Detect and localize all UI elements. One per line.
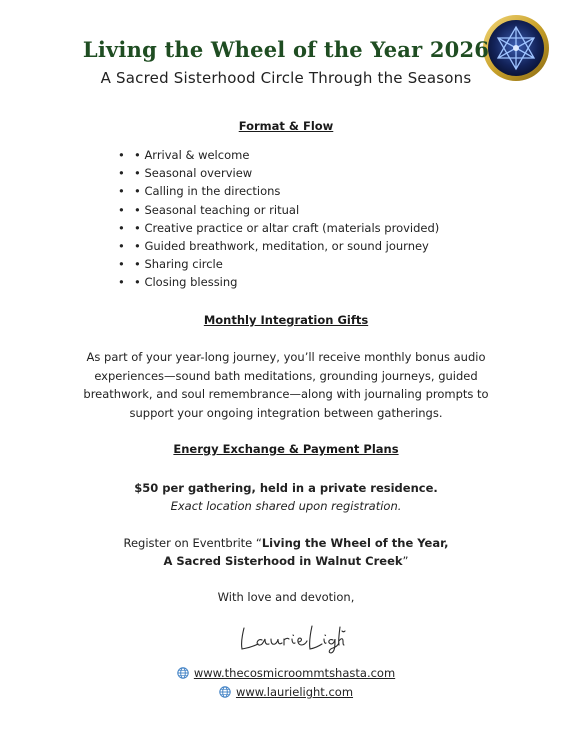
list-item: • • Arrival & welcome (118, 146, 439, 164)
register-line-1 (0, 536, 572, 550)
format-heading: Format & Flow (238, 119, 334, 133)
gifts-line: support your ongoing integration between gatherings. (129, 405, 443, 420)
list-item: • • Calling in the directions (118, 182, 439, 200)
globe-icon (177, 667, 189, 679)
register-line-2 (0, 554, 572, 568)
list-item: • • Seasonal overview (118, 164, 439, 182)
farewell-text: With love and devotion, (217, 590, 355, 604)
register-prefix: Register on Eventbrite “ (123, 536, 262, 550)
list-item: • • Closing blessing (118, 273, 439, 291)
format-list (118, 146, 439, 292)
list-item: • • Seasonal teaching or ritual (118, 201, 439, 219)
list-item: • • Sharing circle (118, 255, 439, 273)
website-link-2[interactable] (0, 685, 572, 699)
price-text: $50 per gathering, held in a private residence. (134, 481, 438, 495)
website-url[interactable]: www.laurielight.com (235, 685, 354, 699)
location-note: Exact location shared upon registration. (170, 499, 402, 513)
register-title-2: A Sacred Sisterhood in Walnut Creek (163, 554, 403, 568)
gifts-line: breathwork, and soul remembrance—along with journaling prompts to (83, 387, 489, 401)
gifts-heading: Monthly Integration Gifts (203, 313, 369, 327)
gifts-line: As part of your year-long journey, you’ll receive monthly bonus audio (86, 350, 486, 364)
page-subtitle: A Sacred Sisterhood Circle Through the Seasons (100, 69, 472, 87)
register-title-1: Living the Wheel of the Year, (261, 536, 449, 550)
list-item: • • Guided breathwork, meditation, or sound journey (118, 237, 439, 255)
gifts-line: experiences—sound bath meditations, grounding journeys, guided (94, 368, 478, 383)
register-suffix: ” (402, 554, 409, 568)
website-link-1[interactable] (0, 666, 572, 680)
list-item: • • Creative practice or altar craft (materials provided) (118, 219, 439, 237)
globe-icon (219, 686, 231, 698)
page-title: Living the Wheel of the Year 2026 (82, 37, 490, 62)
energy-heading: Energy Exchange & Payment Plans (173, 442, 399, 456)
signature (236, 622, 346, 656)
gifts-paragraph (62, 348, 510, 422)
website-url[interactable]: www.thecosmicroommtshasta.com (193, 666, 396, 680)
